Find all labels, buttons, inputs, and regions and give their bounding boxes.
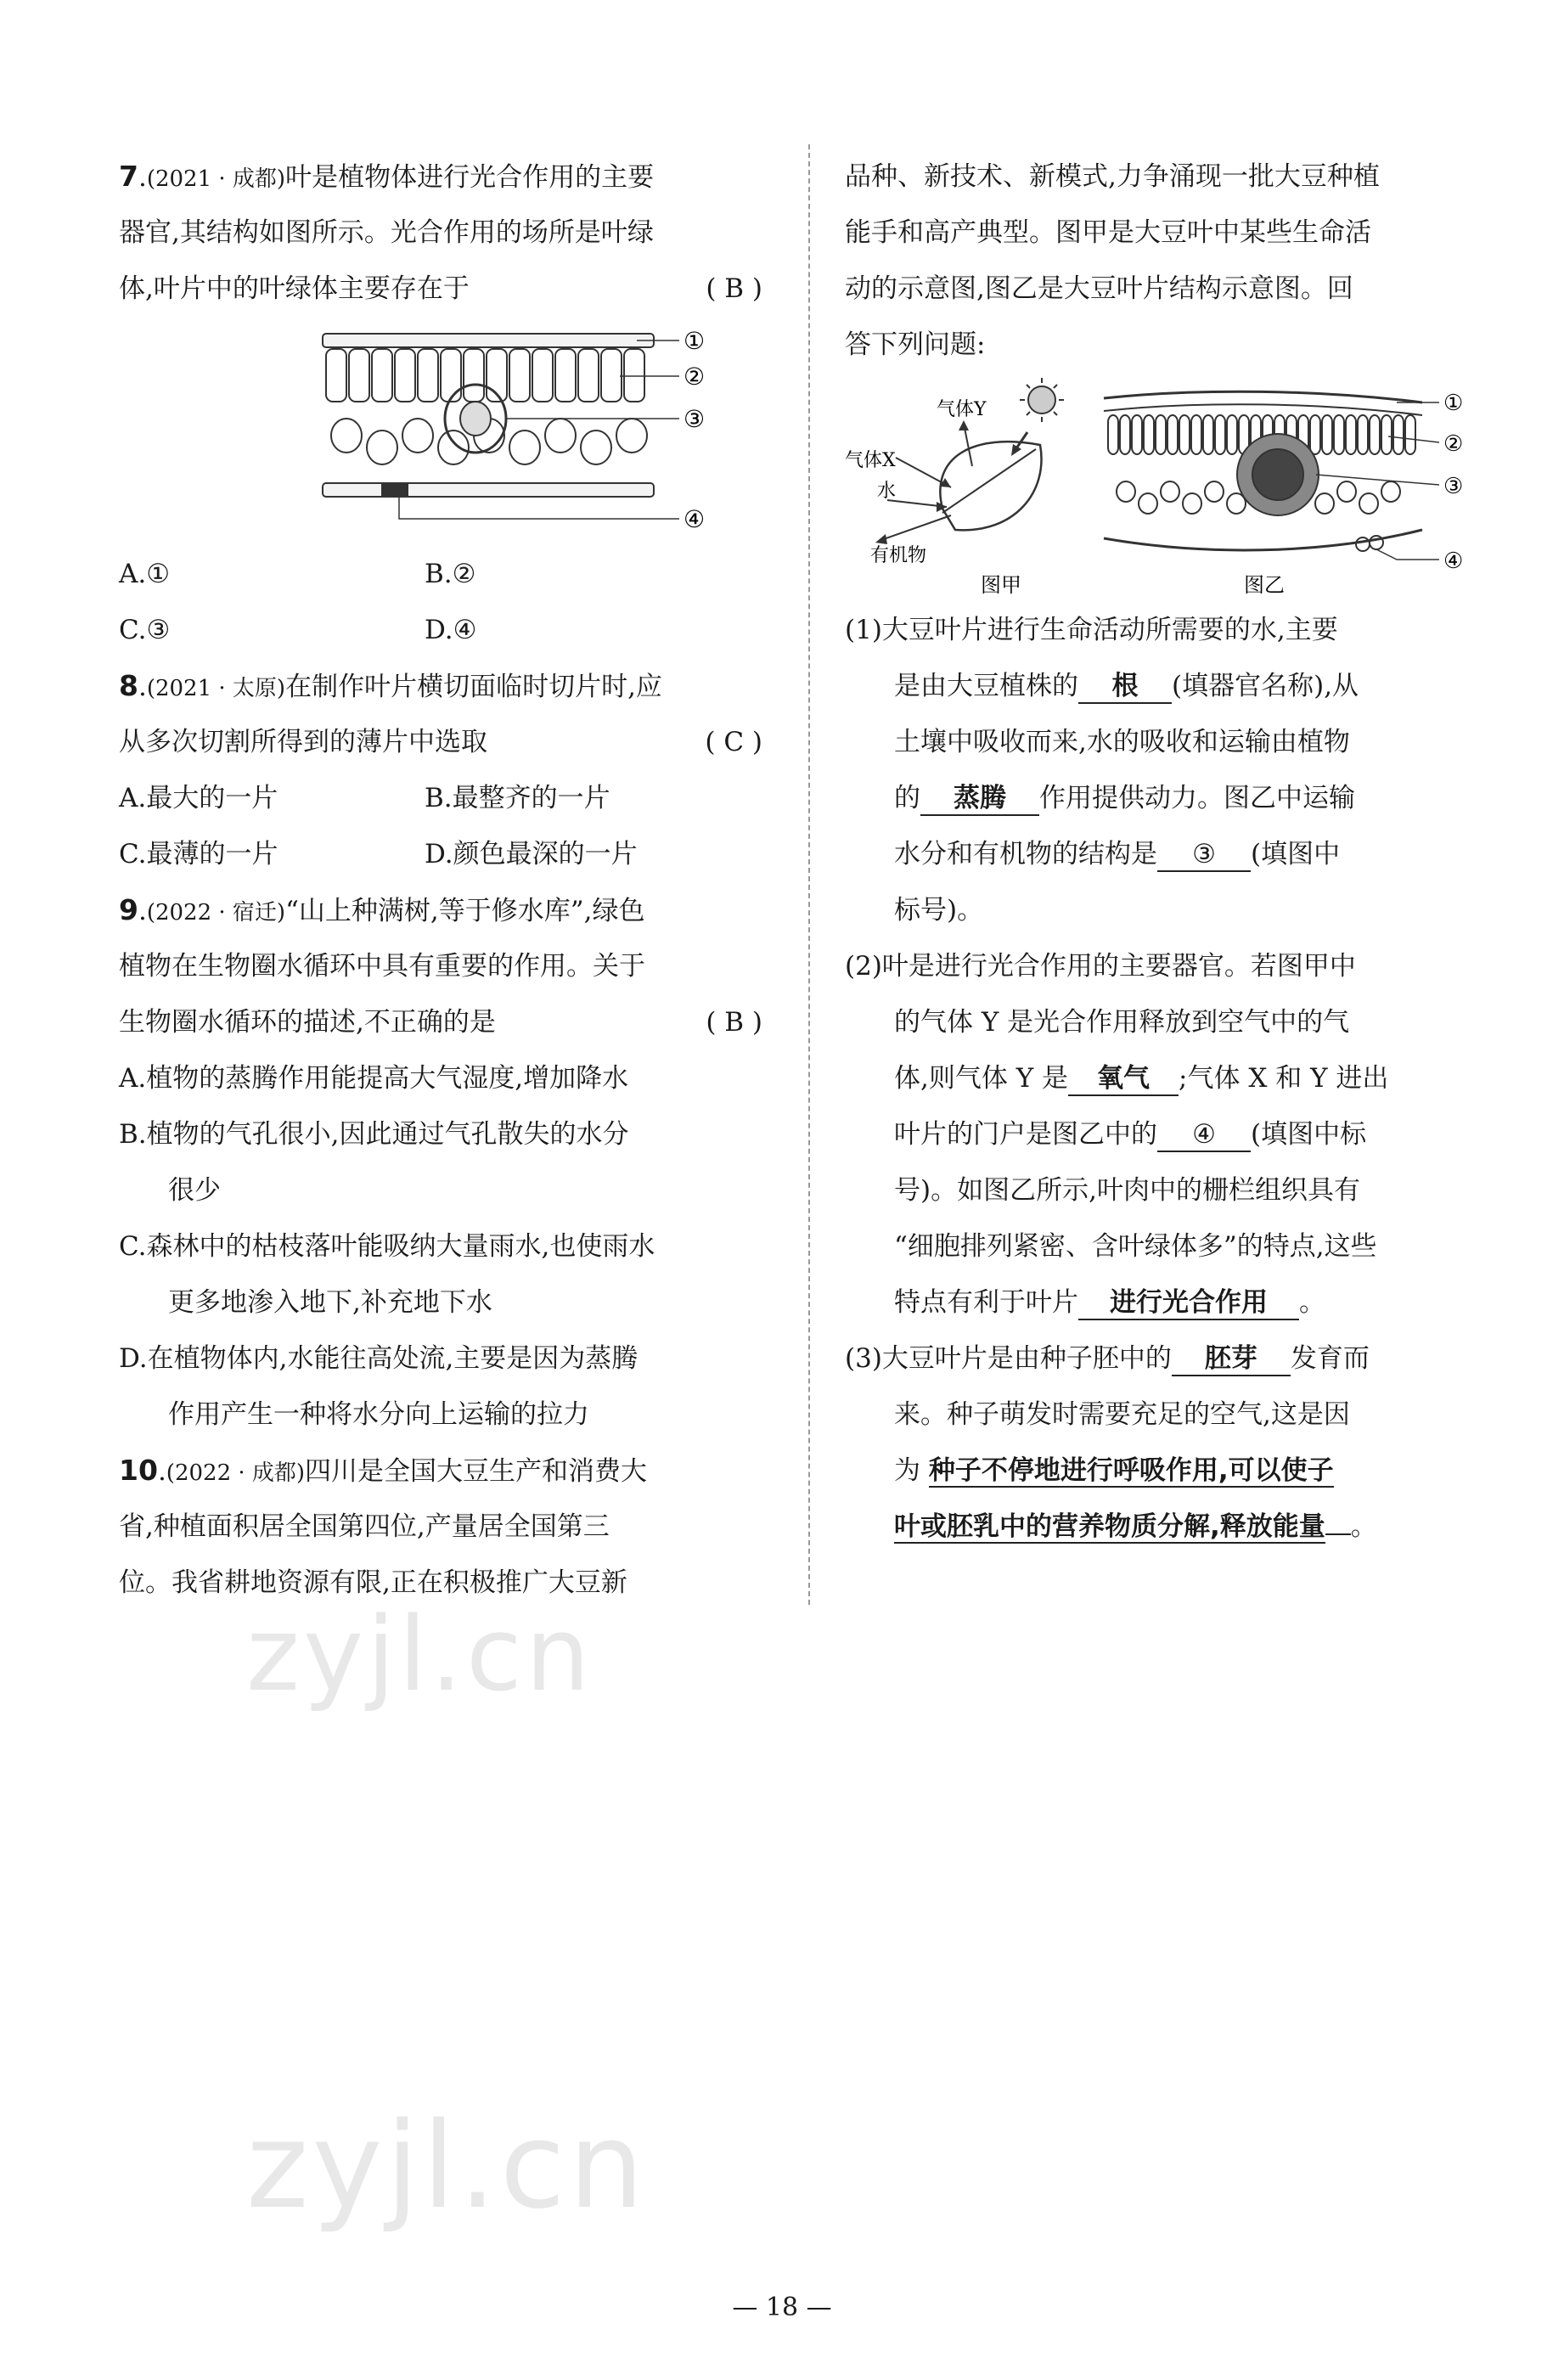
q9-number: 9 (119, 893, 138, 926)
cell (326, 349, 346, 402)
q8-line-1: 8.(2021 · 太原)在制作叶片横切面临时切片时,应 (119, 669, 662, 702)
q7-option-d: D.④ (425, 615, 477, 645)
cell (1346, 415, 1356, 454)
q10-p1-answer-1: 根 (1078, 670, 1172, 704)
q9-line-2: 植物在生物圈水循环中具有重要的作用。关于 (119, 951, 645, 982)
q10-right-line-2: 能手和高产典型。图甲是大豆叶中某些生命活 (845, 217, 1371, 248)
q8-option-a: A.最大的一片 (119, 783, 278, 813)
q10-p1-line-c: 土壤中吸收而来,水的吸收和运输由植物 (894, 727, 1350, 757)
cell (1183, 493, 1201, 514)
cell (1334, 415, 1344, 454)
cell (1337, 481, 1356, 502)
cell (1381, 415, 1392, 454)
cell (578, 349, 599, 402)
q9-option-d-1: D.在植物体内,水能往高处流,主要是因为蒸腾 (119, 1343, 639, 1374)
cell (1215, 415, 1225, 454)
q7-label-1: ① (684, 327, 706, 355)
q10-p3-answer-2b: 叶或胚乳中的营养物质分解,释放能量 (894, 1511, 1325, 1542)
q9-option-c-2: 更多地渗入地下,补充地下水 (168, 1287, 492, 1318)
q9-option-c-1: C.森林中的枯枝落叶能吸纳大量雨水,也使雨水 (119, 1231, 655, 1262)
cell (616, 419, 647, 453)
left-column (119, 149, 773, 1611)
cell (441, 349, 461, 402)
q10-p1-line-f: 标号)。 (894, 895, 984, 926)
cell (1161, 481, 1179, 502)
q7-label-4: ④ (684, 505, 706, 533)
cell (1120, 415, 1130, 454)
q9-option-d-2: 作用产生一种将水分向上运输的拉力 (168, 1399, 589, 1430)
q7-text-3: 体,叶片中的叶绿体主要存在于 (119, 273, 470, 304)
q8-option-c: C.最薄的一片 (119, 839, 278, 869)
cell (372, 349, 392, 402)
q10-p2-text-g2: 。 (1299, 1287, 1325, 1318)
q10-p2-answer-3: 进行光合作用 (1078, 1286, 1299, 1320)
q10-p2-answer-2: ④ (1157, 1118, 1251, 1152)
q10-figures (845, 373, 1477, 602)
q10-line-1: 10.(2022 · 成都)四川是全国大豆生产和消费大 (119, 1454, 648, 1487)
watermark-2: zyjl.cn (246, 2097, 648, 2236)
q10-p1-line-b (845, 658, 1477, 714)
cell (349, 349, 369, 402)
q7-option-c: C.③ (119, 615, 171, 645)
q10-p2-answer-1: 氧气 (1068, 1062, 1179, 1096)
fig-yi-label-2: ② (1443, 431, 1464, 457)
fig-jia-water: 水 (877, 481, 897, 502)
cell (1156, 415, 1166, 454)
q10-p1-answer-2: 蒸腾 (920, 782, 1039, 816)
cell (601, 349, 622, 402)
q7-option-b: B.② (425, 559, 476, 589)
q10-text-1: 四川是全国大豆生产和消费大 (305, 1456, 648, 1487)
q10-line-2: 省,种植面积居全国第四位,产量居全国第三 (119, 1511, 610, 1542)
cell (1144, 415, 1154, 454)
cell (1108, 415, 1118, 454)
q10-p2-line-d (845, 1106, 1477, 1162)
q9-text-3: 生物圈水循环的描述,不正确的是 (119, 1007, 496, 1038)
q10-p2-line-e: 号)。如图乙所示,叶肉中的栅栏组织具有 (894, 1175, 1360, 1206)
q10-p3-answer-1: 胚芽 (1172, 1342, 1291, 1376)
q10-p2-text-d2: (填图中标 (1251, 1119, 1367, 1150)
q10-p1-text-d2: 作用提供动力。图乙中运输 (1039, 783, 1355, 813)
q9-option-b-1: B.植物的气孔很小,因此通过气孔散失的水分 (119, 1119, 629, 1150)
leaf-cross-section (323, 334, 654, 497)
cell (1370, 415, 1380, 454)
q10-p3-answer-2a: 种子不停地进行呼吸作用,可以使子 (928, 1455, 1334, 1486)
watermark-1: zyjl.cn (246, 1596, 594, 1714)
q10-p1-text-e1: 水分和有机物的结构是 (894, 839, 1157, 869)
cell (1205, 481, 1224, 502)
right-column (845, 149, 1477, 1555)
cell (1310, 415, 1320, 454)
cell (1322, 415, 1332, 454)
q8-text-1: 在制作叶片横切面临时切片时,应 (285, 672, 662, 702)
fig-yi-caption: 图乙 (1244, 573, 1285, 597)
q10-p1-text-b2: (填器官名称),从 (1172, 671, 1359, 701)
sun-icon (1020, 378, 1064, 422)
q7-line-3 (119, 261, 773, 317)
cell (1191, 415, 1201, 454)
q8-option-b: B.最整齐的一片 (425, 783, 610, 813)
q9-answer: ( B ) (706, 1007, 762, 1038)
cell (438, 430, 469, 464)
q7-answer: ( B ) (706, 273, 762, 304)
q10-p2-line-a: (2)叶是进行光合作用的主要器官。若图甲中 (845, 951, 1356, 982)
q10-p1-text-d1: 的 (894, 783, 920, 813)
fig-jia-gas-y: 气体Y (937, 399, 987, 420)
q7-label-2: ② (684, 363, 706, 391)
q10-p1-line-e (845, 826, 1477, 882)
q10-p3-line-c (845, 1443, 1477, 1499)
cell (1227, 415, 1237, 454)
q9-option-b-2: 很少 (168, 1175, 221, 1206)
q10-line-3: 位。我省耕地资源有限,正在积极推广大豆新 (119, 1567, 627, 1598)
q8-option-d: D.颜色最深的一片 (425, 839, 638, 869)
q10-p2-line-c (845, 1050, 1477, 1106)
q10-p1-line-d (845, 770, 1477, 826)
q10-right-line-1: 品种、新技术、新模式,力争涌现一批大豆种植 (845, 161, 1380, 192)
cell (1405, 415, 1415, 454)
cell (402, 419, 433, 453)
fig-yi-label-4: ④ (1443, 549, 1464, 574)
q10-p3-text-a2: 发育而 (1290, 1343, 1370, 1374)
fig-yi (1104, 391, 1422, 551)
q10-p2-text-c1: 体,则气体 Y 是 (894, 1063, 1069, 1094)
q10-p2-line-b: 的气体 Y 是光合作用释放到空气中的气 (894, 1007, 1350, 1038)
q8-options-row-1 (119, 770, 773, 826)
q8-answer: ( C ) (705, 727, 762, 757)
cell (555, 349, 576, 402)
cell (509, 430, 540, 464)
q10-number: 10 (119, 1454, 158, 1487)
q10-p1-text-e2: (填图中 (1251, 839, 1341, 869)
q10-p3-line-a (845, 1331, 1477, 1387)
q7-label-3: ③ (684, 405, 706, 433)
cell (1132, 415, 1142, 454)
q7-source: (2021 · 成都) (146, 166, 286, 192)
q8-source: (2021 · 太原) (146, 676, 286, 701)
q9-option-a: A.植物的蒸腾作用能提高大气湿度,增加降水 (119, 1063, 629, 1094)
cell (1139, 493, 1157, 514)
cell (1393, 415, 1404, 454)
q10-p2-text-d1: 叶片的门户是图乙中的 (894, 1119, 1157, 1150)
fig-jia-organic: 有机物 (870, 545, 927, 566)
fig-jia (845, 378, 1064, 597)
fig-yi-label-3: ③ (1443, 474, 1464, 499)
cell (545, 419, 576, 453)
cell (395, 349, 415, 402)
cell (1381, 481, 1400, 502)
cell (532, 349, 553, 402)
fig-jia-gas-x: 气体X (845, 450, 896, 471)
q10-p2-text-g1: 特点有利于叶片 (894, 1287, 1078, 1318)
column-divider (808, 144, 810, 1605)
cell (331, 419, 362, 453)
q10-source: (2022 · 成都) (166, 1460, 306, 1486)
cell (624, 349, 644, 402)
q9-line-1: 9.(2022 · 宿迁)“山上种满树,等于修水库”,绿色 (119, 893, 645, 926)
q10-p1-answer-3: ③ (1157, 838, 1251, 872)
q9-line-3 (119, 994, 773, 1050)
q10-p2-line-g (845, 1274, 1477, 1331)
q10-p1-line-a: (1)大豆叶片进行生命活动所需要的水,主要 (845, 615, 1338, 645)
cell (1167, 415, 1178, 454)
q10-p2-line-f: “细胞排列紧密、含叶绿体多”的特点,这些 (894, 1231, 1377, 1262)
cell (581, 430, 611, 464)
fig-jia-caption: 图甲 (981, 573, 1021, 597)
cell (1359, 493, 1378, 514)
q8-options-row-2 (119, 826, 773, 882)
q10-p3-text-a1: (3)大豆叶片是由种子胚中的 (845, 1343, 1172, 1374)
q7-line-1: 7.(2021 · 成都)叶是植物体进行光合作用的主要 (119, 160, 655, 193)
cell (418, 349, 438, 402)
q10-p2-text-c2: ;气体 X 和 Y 进出 (1179, 1063, 1389, 1094)
cell (1358, 415, 1368, 454)
q10-p3-line-d (845, 1499, 1477, 1555)
cell (1315, 493, 1334, 514)
q10-p3-text-d2: 。 (1350, 1511, 1377, 1542)
cell (1179, 415, 1190, 454)
q10-p1-text-b1: 是由大豆植株的 (894, 671, 1078, 701)
q10-p3-text-c1: 为 (894, 1455, 920, 1486)
q8-line-2 (119, 714, 773, 770)
q8-text-2: 从多次切割所得到的薄片中选取 (119, 727, 487, 757)
q9-text-1: “山上种满树,等于修水库”,绿色 (285, 896, 645, 926)
q7-number: 7 (119, 160, 138, 193)
q7-options-row-1 (119, 546, 773, 602)
q10-right-line-4: 答下列问题: (845, 329, 986, 360)
cell (509, 349, 530, 402)
q9-source: (2022 · 宿迁) (146, 900, 286, 926)
cell (367, 430, 397, 464)
q7-option-a: A.① (119, 559, 171, 589)
cell (1203, 415, 1213, 454)
fig-yi-label-1: ① (1443, 391, 1464, 416)
q10-p3-line-b: 来。种子萌发时需要充足的空气,这是因 (894, 1399, 1350, 1430)
q7-options-row-2 (119, 602, 773, 658)
cell (464, 349, 484, 402)
q7-text-1: 叶是植物体进行光合作用的主要 (285, 162, 655, 193)
q7-line-2: 器官,其结构如图所示。光合作用的场所是叶绿 (119, 217, 654, 248)
q10-right-line-3: 动的示意图,图乙是大豆叶片结构示意图。回 (845, 273, 1353, 304)
cell (1117, 481, 1135, 502)
q8-number: 8 (119, 669, 138, 702)
q7-leaf-diagram (119, 317, 773, 546)
page-number: — 18 — (732, 2293, 832, 2322)
